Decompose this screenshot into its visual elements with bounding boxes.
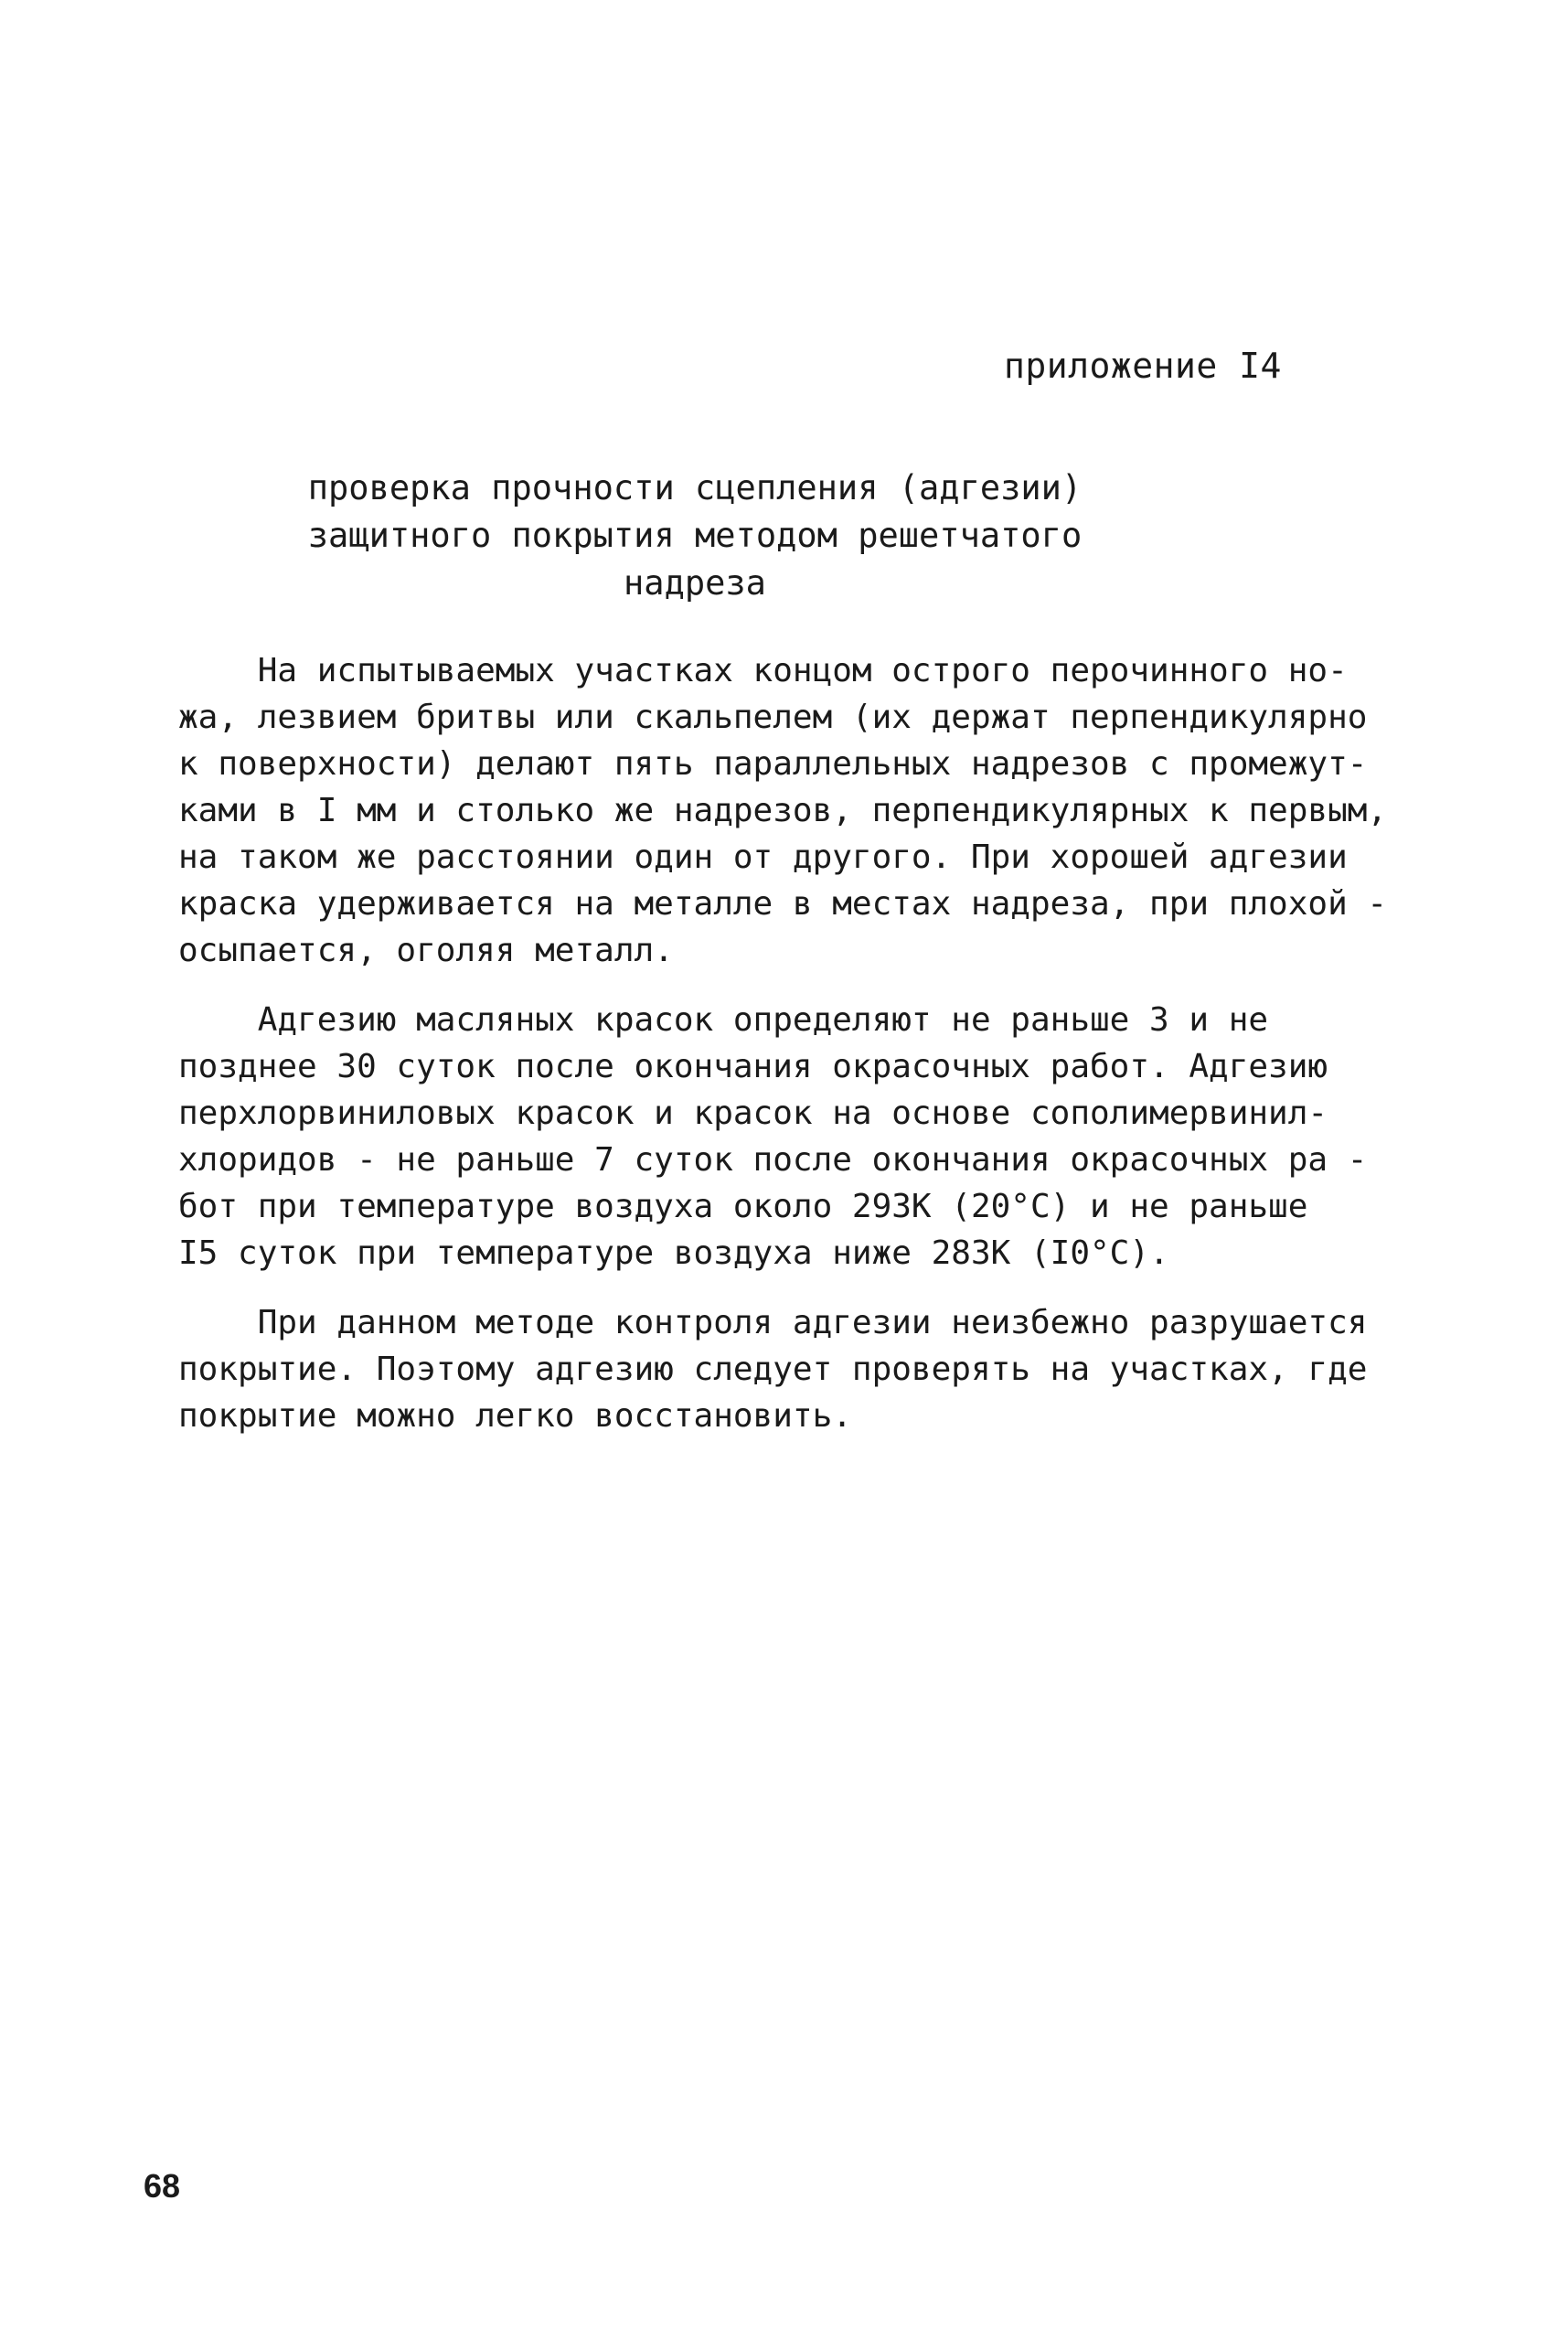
text-line: жа, лезвием бритвы или скальпелем (их держат перпендикулярно — [178, 699, 1368, 736]
text-line: позднее 30 суток после окончания окрасочных работ. Адгезию — [178, 1048, 1328, 1085]
text-line: бот при температуре воздуха около 293К (20°С) и не раньше — [178, 1188, 1308, 1225]
paragraph-cross-cut-procedure — [178, 647, 1388, 974]
paragraph-note — [178, 1299, 1368, 1439]
title-line: защитного покрытия методом решетчатого — [307, 516, 1083, 555]
text-line: хлоридов - не раньше 7 суток после окончания окрасочных ра - — [178, 1141, 1368, 1179]
text-line: I5 суток при температуре воздуха ниже 283К (I0°С). — [178, 1234, 1169, 1272]
appendix-label: приложение I4 — [1004, 346, 1282, 386]
paragraph-timing — [178, 997, 1368, 1276]
text-line: на таком же расстоянии один от другого. При хорошей адгезии — [178, 839, 1348, 876]
text-line: Адгезию масляных красок определяют не раньше 3 и не — [178, 1001, 1269, 1039]
text-line: покрытие. Поэтому адгезию следует проверять на участках, где — [178, 1351, 1368, 1388]
text-line: перхлорвиниловых красок и красок на основе сополимервинил- — [178, 1095, 1328, 1132]
section-title — [293, 465, 1097, 607]
text-line: ками в I мм и столько же надрезов, перпендикулярных к первым, — [178, 792, 1388, 829]
text-line: На испытываемых участках концом острого перочинного но- — [178, 652, 1348, 689]
title-line: проверка прочности сцепления (адгезии) — [307, 468, 1083, 507]
text-line: При данном методе контроля адгезии неизбежно разрушается — [178, 1304, 1368, 1341]
text-line: осыпается, оголяя металл. — [178, 932, 674, 969]
text-line: покрытие можно легко восстановить. — [178, 1397, 852, 1435]
page-number: 68 — [144, 2167, 181, 2205]
title-line: надреза — [624, 563, 766, 603]
body-text — [178, 647, 1388, 1462]
text-line: к поверхности) делают пять параллельных надрезов с промежут- — [178, 745, 1368, 783]
text-line: краска удерживается на металле в местах надреза, при плохой - — [178, 885, 1388, 923]
